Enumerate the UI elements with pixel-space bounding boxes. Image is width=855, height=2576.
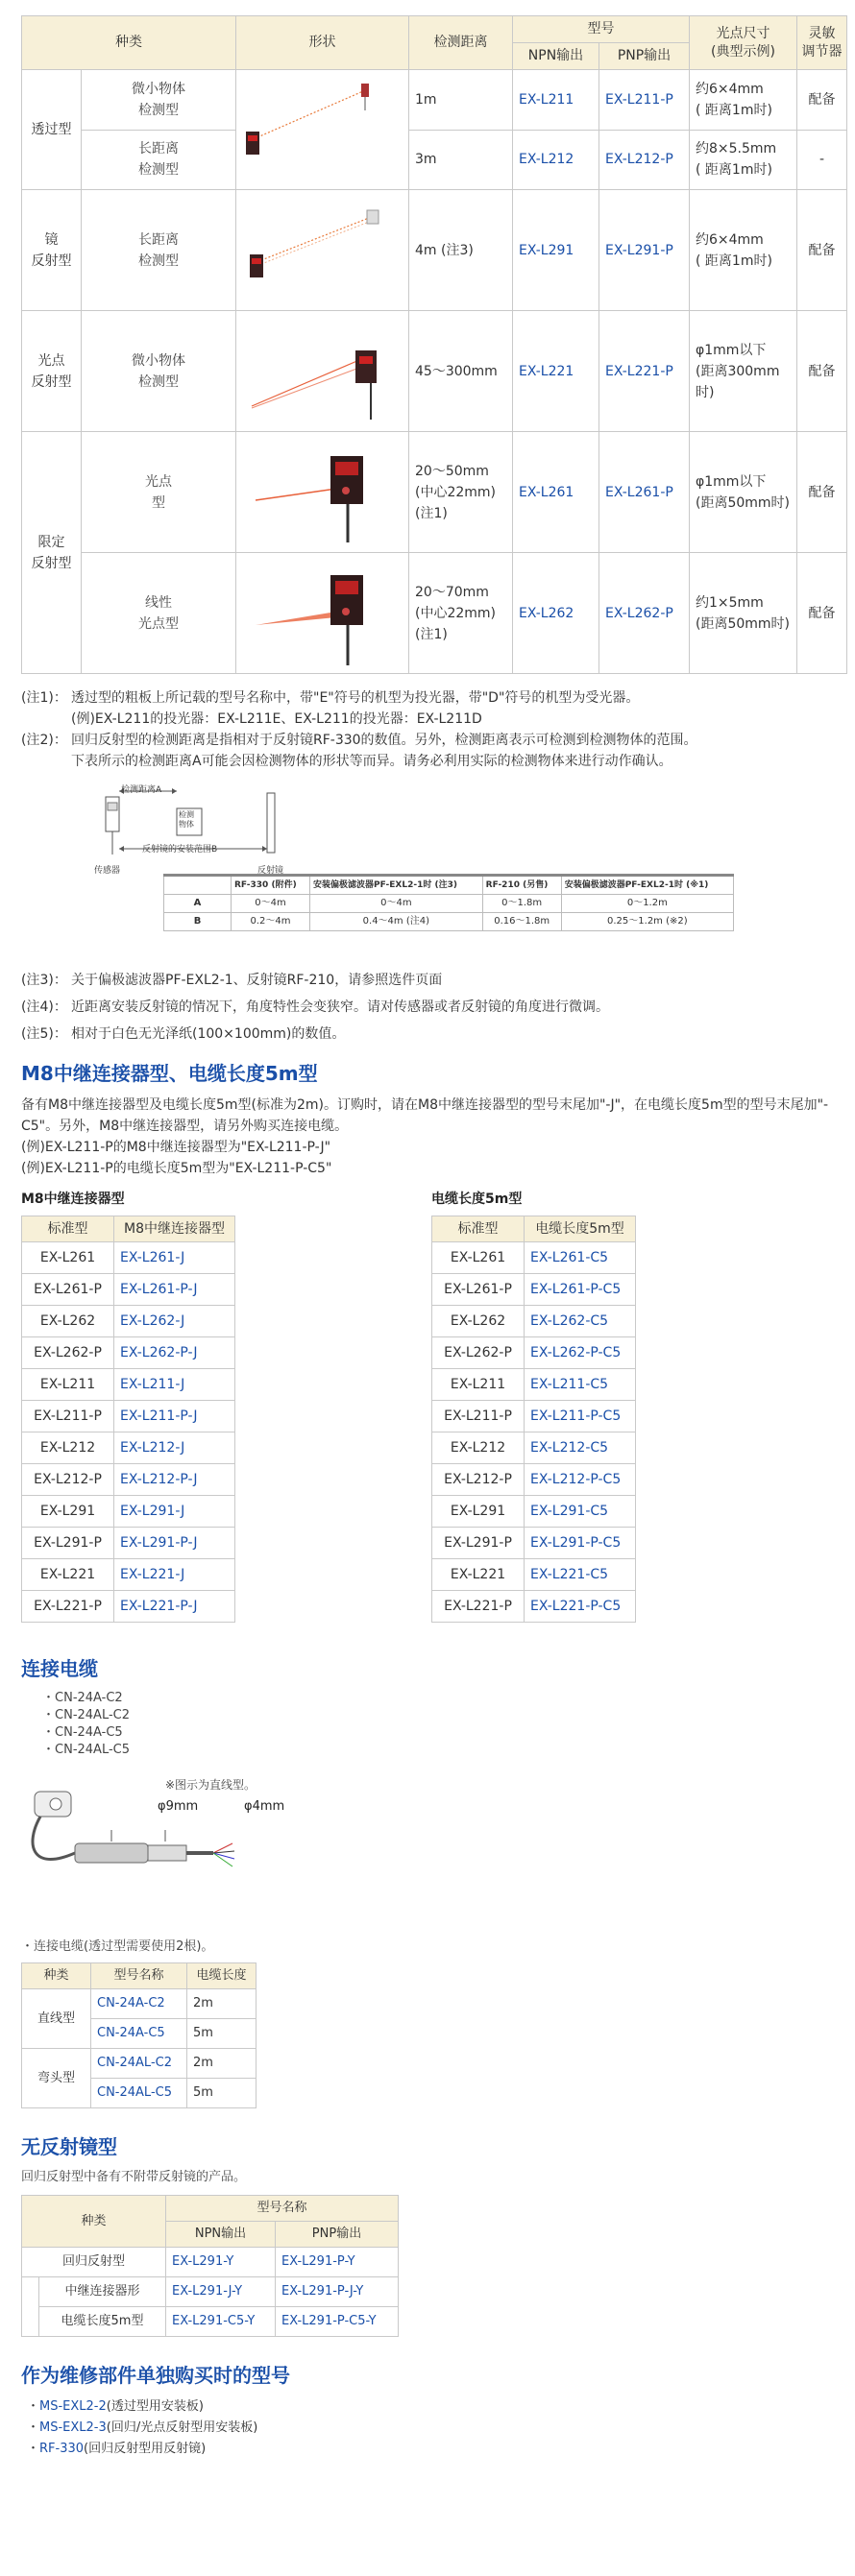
note-2: (注2)： 回归反射型的检测距离是指相对于反射镜RF-330的数值。另外，检测距离表示可检测到检测物体的范围。 下表所示的检测距离A可能会因检测物体的形状等而异。请务必利用实际的检测物体来进行动作确认。: [21, 733, 697, 769]
npn-model-cell[interactable]: EX-L221: [513, 311, 599, 432]
sensitivity-cell: -: [797, 130, 847, 190]
parts-list-item: [27, 2396, 842, 2418]
variant-model-link[interactable]: EX-L261-J: [114, 1242, 235, 1274]
table-row: [22, 311, 847, 432]
table-row: [432, 1306, 636, 1337]
distance-cell: 3m: [409, 130, 513, 190]
subkind-cell: 光点 型: [82, 432, 236, 553]
m8-example-1: (例)EX-L211-P的M8中继连接器型为"EX-L211-P-J": [21, 1140, 331, 1155]
standard-model-cell: EX-L221: [22, 1559, 114, 1591]
kind-cell: 光点 反射型: [22, 311, 82, 432]
note-1: (注1)： 透过型的粗板上所记载的型号名称中，带"E"符号的机型为投光器，带"D"符号的机型为受光器。 (例)EX-L211的投光器：EX-L211E、EX-L211的投光器：EX-L211D: [21, 690, 640, 727]
variant-model-link[interactable]: EX-L211-P-J: [114, 1401, 235, 1432]
m8-connector-heading: M8中继连接器型: [21, 1192, 125, 1207]
standard-model-cell: EX-L262: [22, 1306, 114, 1337]
pnp-model-cell[interactable]: EX-L261-P: [599, 432, 690, 553]
subkind-cell: 线性 光点型: [82, 553, 236, 674]
sensor-thru-beam-image: [236, 70, 407, 189]
variant-model-link[interactable]: EX-L262-C5: [525, 1306, 636, 1337]
variant-model-link[interactable]: EX-L212-P-C5: [525, 1464, 636, 1496]
variant-model-link[interactable]: EX-L221-C5: [525, 1559, 636, 1591]
table-row: [22, 1242, 235, 1274]
standard-model-cell: EX-L261: [22, 1242, 114, 1274]
retro-distance-diagram: [88, 780, 713, 962]
standard-model-cell: EX-L291-P: [432, 1528, 525, 1559]
diagram-label-reflector: 反射镜: [257, 866, 284, 876]
table-row: [432, 1496, 636, 1528]
standard-model-cell: EX-L211: [432, 1369, 525, 1401]
table-row: [22, 1401, 235, 1432]
table-row: [432, 1528, 636, 1559]
variant-model-link[interactable]: EX-L221-P-C5: [525, 1591, 636, 1623]
part-model-link[interactable]: RF-330: [39, 2442, 85, 2456]
notes-block: [21, 687, 847, 1045]
variant-model-link[interactable]: EX-L291-C5: [525, 1496, 636, 1528]
table-row: [22, 190, 847, 311]
variant-model-link[interactable]: EX-L211-J: [114, 1369, 235, 1401]
m8-description: 备有M8中继连接器型及电缆长度5m型(标准为2m)。订购时，请在M8中继连接器型的型号末尾加"-J"，在电缆长度5m型的型号末尾加"-C5"。另外，M8中继连接器型，请另外购买连接电缆。: [21, 1097, 829, 1134]
standard-model-cell: EX-L211: [22, 1369, 114, 1401]
table-row: [22, 1306, 235, 1337]
table-row: [22, 1432, 235, 1464]
header-sensitivity: 灵敏 调节器: [797, 16, 847, 70]
parts-title: 作为维修部件单独购买时的型号: [21, 2364, 290, 2387]
standard-model-cell: EX-L261-P: [432, 1274, 525, 1306]
variant-model-link[interactable]: EX-L212-P-J: [114, 1464, 235, 1496]
header-spot: 光点尺寸 (典型示例): [690, 16, 797, 70]
cable-figure: [21, 1776, 329, 1920]
cable-list: [42, 1690, 842, 1759]
spot-cell: 约6×4mm ( 距离1m时): [690, 70, 797, 131]
distance-cell: 4m (注3): [409, 190, 513, 311]
diagram-label-distance-a: 检测距离A: [121, 785, 162, 795]
table-row: [432, 1401, 636, 1432]
part-model-link[interactable]: MS-EXL2-3: [39, 2420, 107, 2435]
cable-dim-9mm: φ9mm: [158, 1799, 199, 1814]
standard-model-cell: EX-L212-P: [432, 1464, 525, 1496]
npn-model-cell[interactable]: EX-L261: [513, 432, 599, 553]
standard-model-cell: EX-L261-P: [22, 1274, 114, 1306]
variant-model-link[interactable]: EX-L261-C5: [525, 1242, 636, 1274]
pnp-model-cell[interactable]: EX-L211-P: [599, 70, 690, 131]
npn-model-cell[interactable]: EX-L212: [513, 130, 599, 190]
standard-model-cell: EX-L221: [432, 1559, 525, 1591]
spot-cell: φ1mm以下 (距离50mm时): [690, 432, 797, 553]
kind-cell: 透过型: [22, 70, 82, 190]
standard-model-cell: EX-L291-P: [22, 1528, 114, 1559]
pnp-model-cell[interactable]: EX-L291-P: [599, 190, 690, 311]
spot-cell: φ1mm以下 (距离300mm时): [690, 311, 797, 432]
distance-cell: 1m: [409, 70, 513, 131]
table-row: 回归反射型 EX-L291-Y EX-L291-P-Y: [22, 2248, 399, 2277]
header-model: 型号: [513, 16, 690, 43]
standard-model-cell: EX-L262: [432, 1306, 525, 1337]
note-3: (注3)： 关于偏极滤波器PF-EXL2-1、反射镜RF-210，请参照选件页面: [21, 973, 443, 988]
cable-fig-note: ※图示为直线型。: [165, 1778, 256, 1792]
sensor-spot-reflective-image: [236, 312, 407, 431]
variant-model-link[interactable]: EX-L221-J: [114, 1559, 235, 1591]
part-description: (回归反射型用反射镜): [84, 2442, 207, 2456]
cable-list-item: ・ CN-24AL-C2: [42, 1707, 842, 1724]
variant-model-link[interactable]: EX-L291-P-C5: [525, 1528, 636, 1559]
header-pnp: PNP输出: [599, 43, 690, 70]
standard-model-cell: EX-L212: [22, 1432, 114, 1464]
table-row: [22, 70, 847, 131]
m8-connector-column: [21, 1189, 431, 1623]
sensitivity-cell: 配备: [797, 311, 847, 432]
cable-list-item: ・ CN-24A-C5: [42, 1724, 842, 1742]
standard-model-cell: EX-L211-P: [432, 1401, 525, 1432]
standard-model-cell: EX-L262-P: [22, 1337, 114, 1369]
header-npn: NPN输出: [513, 43, 599, 70]
standard-model-cell: EX-L262-P: [432, 1337, 525, 1369]
standard-model-cell: EX-L212-P: [22, 1464, 114, 1496]
distance-cell: 20～50mm (中心22mm) (注1): [409, 432, 513, 553]
sensor-limited-spot-image: [236, 433, 407, 552]
distance-cell: 20～70mm (中心22mm) (注1): [409, 553, 513, 674]
subkind-cell: 长距离 检测型: [82, 190, 236, 311]
variant-model-link[interactable]: EX-L261-P-J: [114, 1274, 235, 1306]
sensitivity-cell: 配备: [797, 70, 847, 131]
variant-model-link[interactable]: EX-L262-J: [114, 1306, 235, 1337]
subkind-cell: 微小物体 检测型: [82, 311, 236, 432]
sensor-image-cell: [236, 70, 409, 190]
sensor-limited-line-image: [236, 554, 407, 673]
header-shape: 形状: [236, 16, 409, 70]
table-row: [22, 1559, 235, 1591]
table-row: [22, 1528, 235, 1559]
m8-connector-table: 标准型 M8中继连接器型 EX-L261 EX-L261-J EX-L261-P EX-L261-P-J EX-L262 EX-L262-J EX-L262-P EX-L262-P-J EX-L211 EX-L211-J EX-L211-P EX-L211-P-J EX-L212 EX-L212-J EX-L212-P EX-L212-P-J EX-L291 EX-L291-J EX-L291-P EX-L291-P-J EX-L221 EX-L221-J EX-L221-P EX-L221-P-J: [21, 1216, 235, 1623]
table-row: [432, 1591, 636, 1623]
variant-model-link[interactable]: EX-L212-J: [114, 1432, 235, 1464]
standard-model-cell: EX-L221-P: [432, 1591, 525, 1623]
table-row: 中继连接器形 EX-L291-J-Y EX-L291-P-J-Y: [22, 2277, 399, 2307]
variant-model-link[interactable]: EX-L262-P-J: [114, 1337, 235, 1369]
table-row: [432, 1369, 636, 1401]
sensitivity-cell: 配备: [797, 190, 847, 311]
no-reflector-description: 回归反射型中备有不附带反射镜的产品。: [21, 2170, 247, 2184]
table-row: [22, 1591, 235, 1623]
m8-tables: [21, 1189, 842, 1623]
standard-model-cell: EX-L212: [432, 1432, 525, 1464]
pnp-model-cell[interactable]: EX-L212-P: [599, 130, 690, 190]
standard-model-cell: EX-L211-P: [22, 1401, 114, 1432]
table-row: [22, 432, 847, 553]
cable-sub-note: ・连接电缆(透过型需要使用2根)。: [21, 1939, 214, 1954]
standard-model-cell: EX-L221-P: [22, 1591, 114, 1623]
cable-illustration: [21, 1776, 329, 1891]
table-row: CN-24AL-C5 5m: [22, 2079, 256, 2108]
header-distance: 检测距离: [409, 16, 513, 70]
table-row: [22, 1274, 235, 1306]
table-row: [22, 1337, 235, 1369]
sensor-image-cell: [236, 190, 409, 311]
diagram-label-detect-object: 检测 物体: [179, 810, 194, 829]
npn-model-cell[interactable]: EX-L291: [513, 190, 599, 311]
part-model-link[interactable]: MS-EXL2-2: [39, 2399, 107, 2414]
parts-list-item: [27, 2418, 842, 2439]
table-row: [432, 1337, 636, 1369]
cable-section-title: 连接电缆: [21, 1657, 98, 1680]
standard-model-cell: EX-L291: [432, 1496, 525, 1528]
spot-cell: 约1×5mm (距离50mm时): [690, 553, 797, 674]
pnp-model-cell[interactable]: EX-L262-P: [599, 553, 690, 674]
variant-model-link[interactable]: EX-L221-P-J: [114, 1591, 235, 1623]
table-row: [432, 1464, 636, 1496]
sensor-image-cell: [236, 311, 409, 432]
parts-list-item: [27, 2439, 842, 2460]
standard-model-cell: EX-L291: [22, 1496, 114, 1528]
m8-section-title: M8中继连接器型、电缆长度5m型: [21, 1062, 318, 1085]
variant-model-link[interactable]: EX-L212-C5: [525, 1432, 636, 1464]
sensor-image-cell: [236, 553, 409, 674]
npn-model-cell[interactable]: EX-L211: [513, 70, 599, 131]
npn-model-cell[interactable]: EX-L262: [513, 553, 599, 674]
variant-model-link[interactable]: EX-L211-C5: [525, 1369, 636, 1401]
table-row: [22, 553, 847, 674]
note-5: (注5)： 相对于白色无光泽纸(100×100mm)的数值。: [21, 1026, 346, 1042]
pnp-model-cell[interactable]: EX-L221-P: [599, 311, 690, 432]
kind-cell: 镜 反射型: [22, 190, 82, 311]
standard-model-cell: EX-L261: [432, 1242, 525, 1274]
part-description: (透过型用安装板): [106, 2399, 204, 2414]
cable5m-table: 标准型 电缆长度5m型 EX-L261 EX-L261-C5 EX-L261-P EX-L261-P-C5 EX-L262 EX-L262-C5 EX-L262-P EX-L262-P-C5 EX-L211 EX-L211-C5 EX-L211-P EX-L211-P-C5 EX-L212 EX-L212-C5 EX-L212-P EX-L212-P-C5 EX-L291 EX-L291-C5 EX-L291-P EX-L291-P-C5 EX-L221 EX-L221-C5 EX-L221-P EX-L221-P-C5: [431, 1216, 636, 1623]
cable-list-item: ・ CN-24AL-C5: [42, 1742, 842, 1759]
spot-cell: 约8×5.5mm ( 距离1m时): [690, 130, 797, 190]
no-reflector-table: 种类 型号名称 NPN输出 PNP输出 回归反射型 EX-L291-Y EX-L291-P-Y 中继连接器形 EX-L291-J-Y EX-L291-P-J-Y 电缆长度5m型 EX-L291-C5-Y EX-L291-P-C5-Y: [21, 2195, 399, 2337]
cable-dim-4mm: φ4mm: [244, 1799, 285, 1814]
variant-model-link[interactable]: EX-L291-J: [114, 1496, 235, 1528]
table-row: 弯头型 CN-24AL-C2 2m: [22, 2049, 256, 2079]
spot-cell: 约6×4mm ( 距离1m时): [690, 190, 797, 311]
table-row: CN-24A-C5 5m: [22, 2019, 256, 2049]
cable5m-column: [431, 1189, 842, 1623]
header-kind: 种类: [22, 16, 236, 70]
diagram-label-range-b: 反射镜的安装范围B: [142, 845, 218, 855]
variant-model-link[interactable]: EX-L211-P-C5: [525, 1401, 636, 1432]
diagram-distance-table: RF-330 (附件) 安装偏极滤波器PF-EXL2-1时 (注3) RF-210 (另售) 安装偏极滤波器PF-EXL2-1时 (※1) A 0～4m 0～4m 0～1.8m 0～1.2m B 0.2～4m 0.4～4m (注4) 0.16～1.8m 0.25～1.2m (※2): [163, 874, 734, 931]
m8-example-2: (例)EX-L211-P的电缆长度5m型为"EX-L211-P-C5": [21, 1161, 332, 1176]
part-description: (回归/光点反射型用安装板): [106, 2420, 258, 2435]
cable-list-item: ・ CN-24A-C2: [42, 1690, 842, 1707]
distance-cell: 45～300mm: [409, 311, 513, 432]
table-row: [432, 1559, 636, 1591]
table-row: [432, 1242, 636, 1274]
table-row: 直线型 CN-24A-C2 2m: [22, 1989, 256, 2019]
sensitivity-cell: 配备: [797, 432, 847, 553]
sensor-image-cell: [236, 432, 409, 553]
table-row: [432, 1432, 636, 1464]
diagram-label-sensor: 传感器: [94, 866, 121, 876]
table-row: [432, 1274, 636, 1306]
table-row: [22, 130, 847, 190]
variant-model-link[interactable]: EX-L291-P-J: [114, 1528, 235, 1559]
subkind-cell: 微小物体 检测型: [82, 70, 236, 131]
cable-table: 种类 型号名称 电缆长度 直线型 CN-24A-C2 2m CN-24A-C5 5m 弯头型 CN-24AL-C2 2m CN-24AL-C5 5m: [21, 1962, 256, 2108]
cable5m-heading: 电缆长度5m型: [431, 1192, 523, 1207]
note-4: (注4)： 近距离安装反射镜的情况下，角度特性会变狭窄。请对传感器或者反射镜的角度进行微调。: [21, 999, 609, 1015]
variant-model-link[interactable]: EX-L262-P-C5: [525, 1337, 636, 1369]
sensitivity-cell: 配备: [797, 553, 847, 674]
variant-model-link[interactable]: EX-L261-P-C5: [525, 1274, 636, 1306]
parts-list: [27, 2396, 842, 2460]
table-row: [22, 1369, 235, 1401]
table-row: [22, 1496, 235, 1528]
sensor-retro-image: [236, 191, 407, 310]
product-spec-page: [0, 15, 855, 2460]
kind-cell: 限定 反射型: [22, 432, 82, 674]
subkind-cell: 长距离 检测型: [82, 130, 236, 190]
no-reflector-title: 无反射镜型: [21, 2135, 117, 2158]
product-table: [21, 15, 847, 674]
table-row: 电缆长度5m型 EX-L291-C5-Y EX-L291-P-C5-Y: [22, 2307, 399, 2337]
table-row: [22, 1464, 235, 1496]
